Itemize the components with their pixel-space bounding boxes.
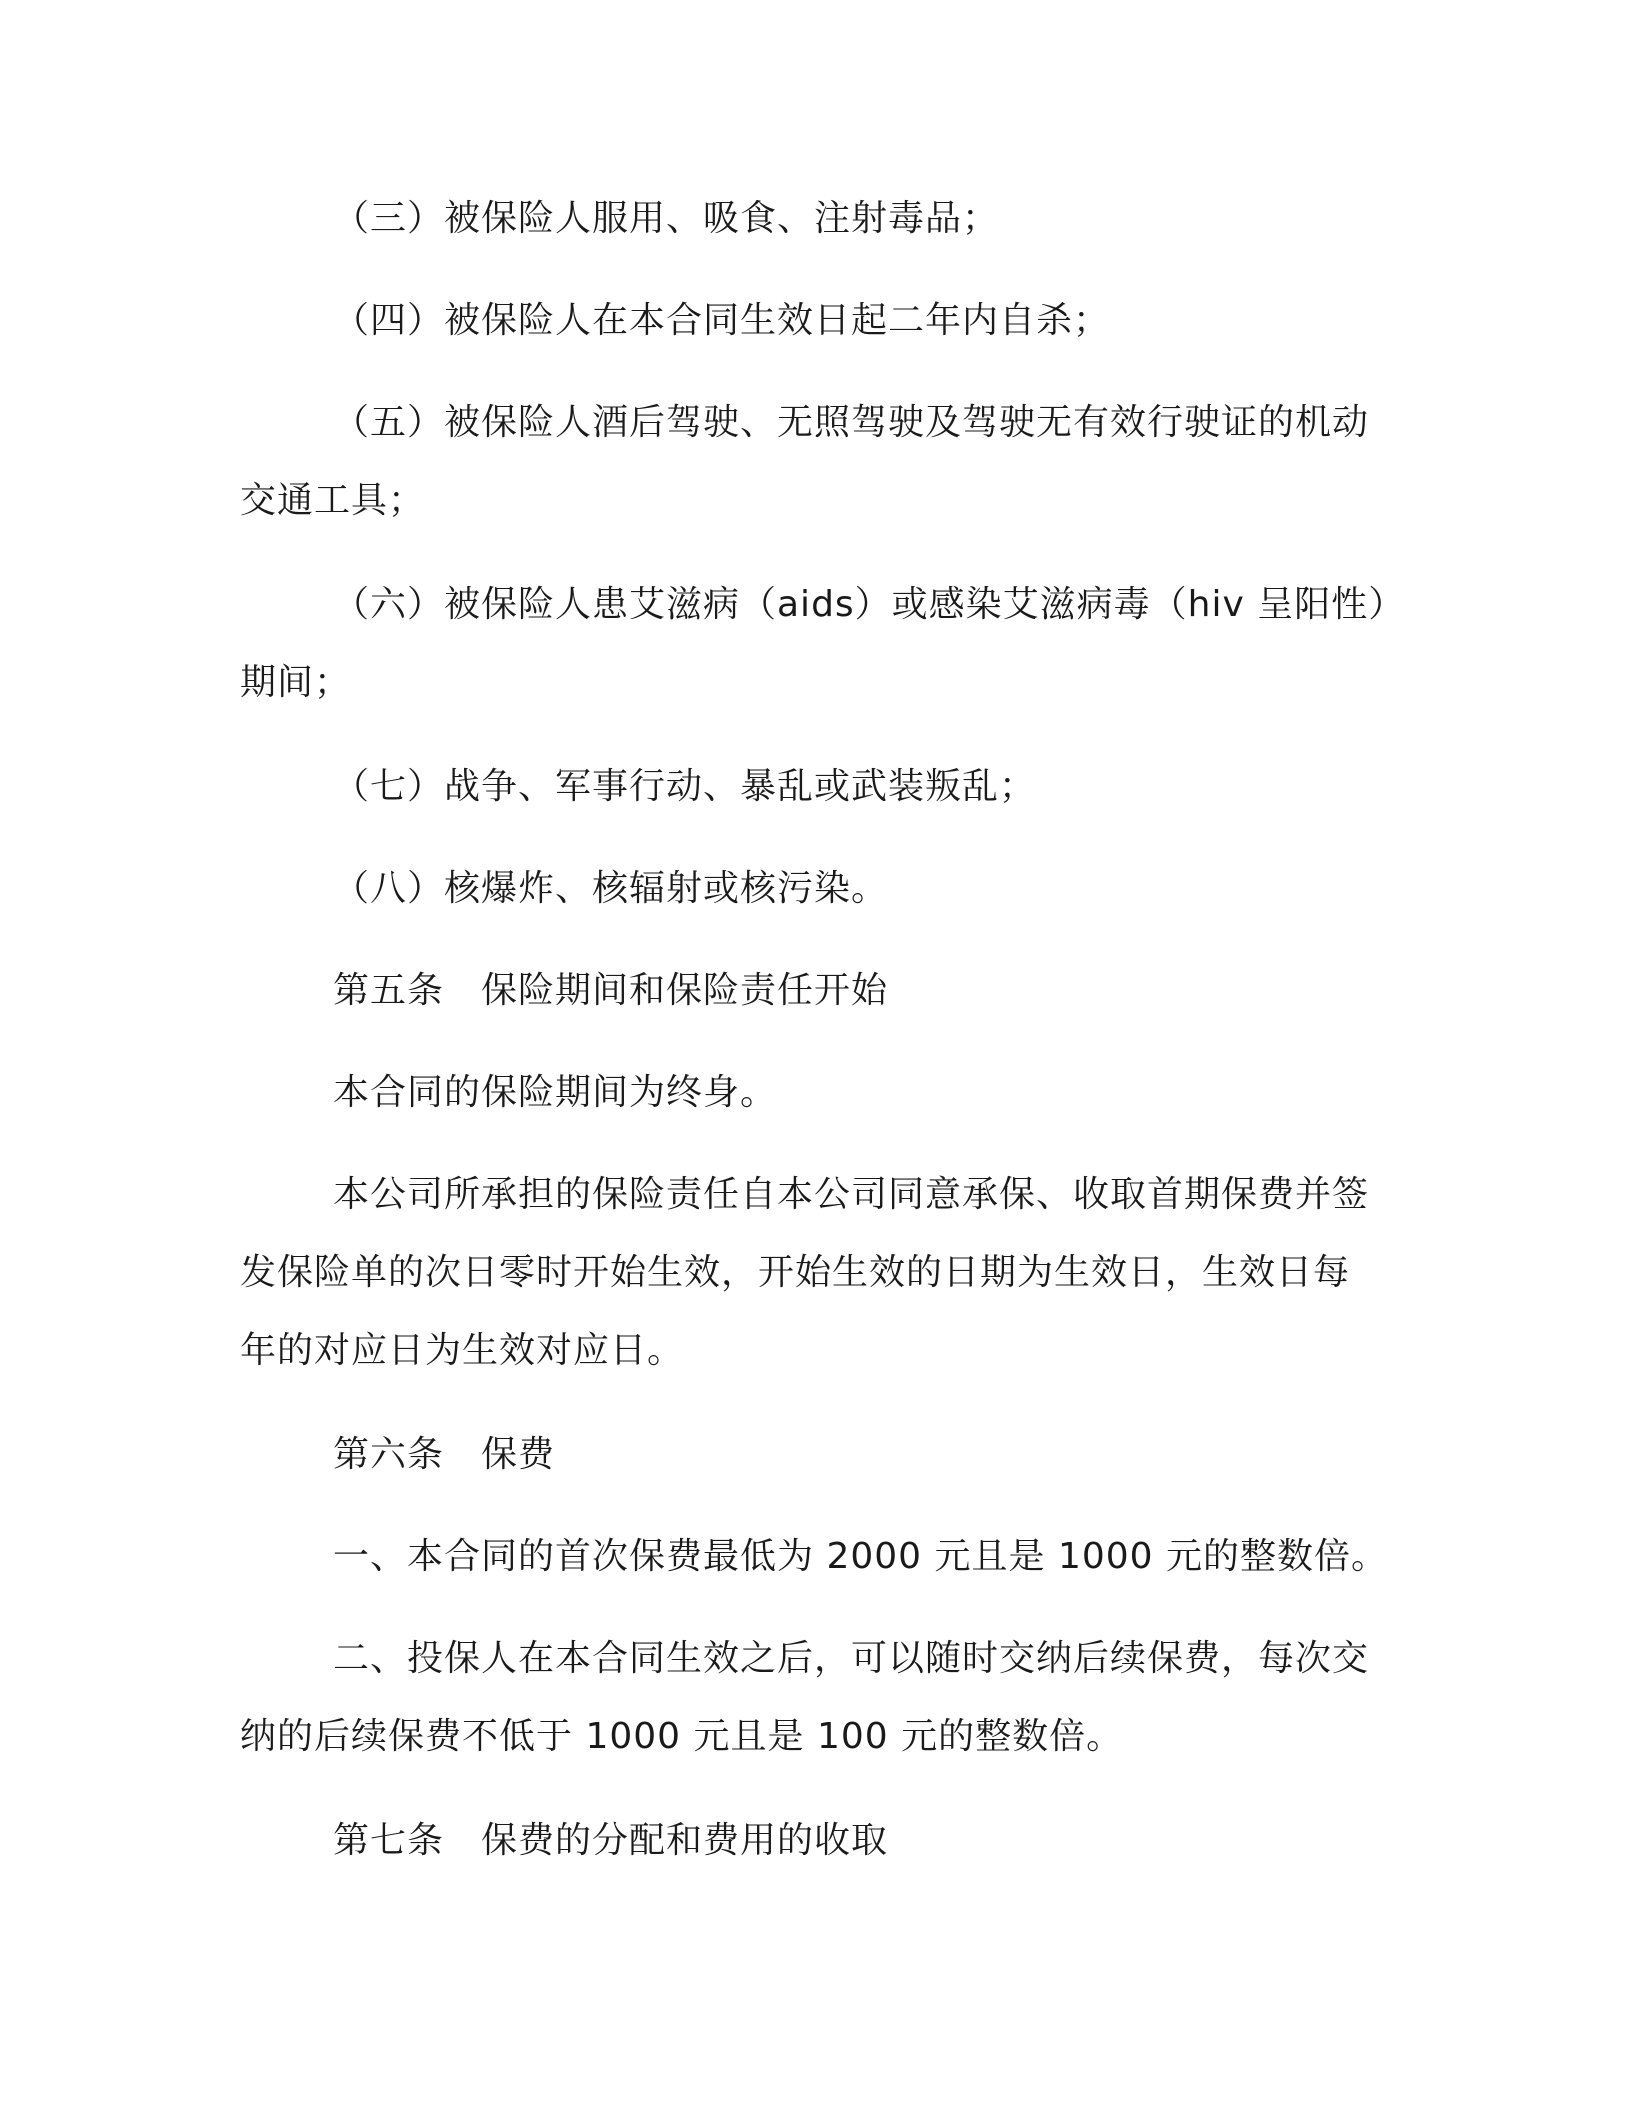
exclusion-item-6-line-2: 期间；: [240, 662, 352, 703]
article-5-paragraph-1: 本合同的保险期间为终身。: [333, 1072, 778, 1113]
article-6-paragraph-1: 一、本合同的首次保费最低为 2000 元且是 1000 元的整数倍。: [333, 1536, 1389, 1577]
article-5-paragraph-2-line-1: 本公司所承担的保险责任自本公司同意承保、收取首期保费并签: [333, 1174, 1370, 1215]
exclusion-item-5-line-2: 交通工具；: [240, 480, 426, 521]
article-6-paragraph-2-line-2: 纳的后续保费不低于 1000 元且是 100 元的整数倍。: [240, 1716, 1124, 1757]
article-6-paragraph-2-line-1: 二、投保人在本合同生效之后，可以随时交纳后续保费，每次交: [333, 1638, 1370, 1679]
article-6-heading: 第六条 保费: [333, 1434, 556, 1475]
exclusion-item-4: （四）被保险人在本合同生效日起二年内自杀；: [333, 300, 1111, 341]
exclusion-item-7: （七）战争、军事行动、暴乱或武装叛乱；: [333, 766, 1037, 807]
exclusion-item-6-line-1: （六）被保险人患艾滋病（aids）或感染艾滋病毒（hiv 呈阳性）: [333, 584, 1406, 625]
article-5-paragraph-2-line-3: 年的对应日为生效对应日。: [240, 1330, 685, 1371]
article-5-paragraph-2-line-2: 发保险单的次日零时开始生效，开始生效的日期为生效日，生效日每: [240, 1252, 1351, 1293]
exclusion-item-5-line-1: （五）被保险人酒后驾驶、无照驾驶及驾驶无有效行驶证的机动: [333, 402, 1370, 443]
exclusion-item-3: （三）被保险人服用、吸食、注射毒品；: [333, 198, 1000, 239]
exclusion-item-8: （八）核爆炸、核辐射或核污染。: [333, 868, 889, 909]
article-7-heading: 第七条 保费的分配和费用的收取: [333, 1820, 889, 1861]
article-5-heading: 第五条 保险期间和保险责任开始: [333, 970, 889, 1011]
